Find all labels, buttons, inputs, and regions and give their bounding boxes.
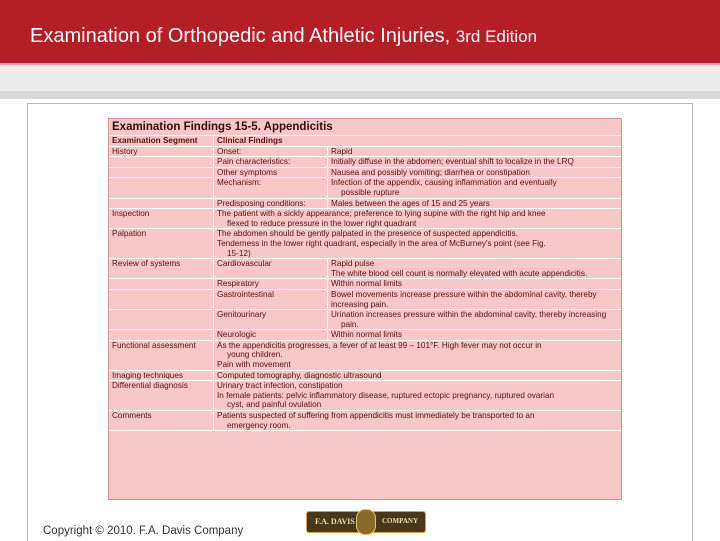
row-value: Bowel movements increase pressure within the abdominal cavity, thereby increasing pain. xyxy=(328,289,622,309)
row-value: Within normal limits xyxy=(328,279,622,290)
logo-left-text: F.A. DAVIS xyxy=(315,517,355,526)
row-value: As the appendicitis progresses, a fever of at least 99 – 101°F. High fever may not occur in young children. Pain with movement xyxy=(214,340,622,370)
header-segment: Examination Segment xyxy=(109,136,214,146)
row-value: Patients suspected of suffering from appendicitis must immediately be transported to an emergency room. xyxy=(214,411,622,431)
table-row xyxy=(109,157,621,168)
copyright-text: Copyright © 2010. F.A. Davis Company xyxy=(43,525,244,537)
table-header-row xyxy=(109,136,621,146)
table-title: Examination Findings 15-5. Appendicitis xyxy=(109,119,621,136)
table-row xyxy=(109,229,621,259)
header-findings: Clinical Findings xyxy=(214,136,622,146)
findings-grid xyxy=(109,136,621,431)
slide-title xyxy=(30,25,537,48)
row-label: Gastrointestinal xyxy=(214,289,328,309)
table-row xyxy=(109,279,621,290)
segment-history: History xyxy=(109,146,214,157)
row-value: Nausea and possibly vomiting; diarrhea or constipation xyxy=(328,167,622,178)
table-row xyxy=(109,381,621,411)
row-label: Predisposing conditions: xyxy=(214,198,328,209)
table-row xyxy=(109,330,621,341)
table-row xyxy=(109,146,621,157)
row-label: Respiratory xyxy=(214,279,328,290)
table-row xyxy=(109,340,621,370)
findings-table xyxy=(108,118,622,500)
row-label: Neurologic xyxy=(214,330,328,341)
table-row xyxy=(109,178,621,198)
table-row xyxy=(109,411,621,431)
subheader-band xyxy=(0,65,720,91)
emblem-icon xyxy=(356,509,376,535)
publisher-logo xyxy=(306,511,426,533)
segment-differential: Differential diagnosis xyxy=(109,381,214,411)
row-value: Computed tomography, diagnostic ultrasound xyxy=(214,370,622,381)
row-value: The patient with a sickly appearance; preference to lying supine with the right hip and knee flexed to reduce pressure in the lower right quadrant xyxy=(214,209,622,229)
row-value: Urinary tract infection, constipation In female patients: pelvic inflammatory disease, ruptured ectopic pregnancy, ruptured ovarian cyst, and painful ovulation xyxy=(214,381,622,411)
segment-functional: Functional assessment xyxy=(109,340,214,370)
logo-right-text: COMPANY xyxy=(381,517,418,525)
row-value: The abdomen should be gently palpated in the presence of suspected appendicitis. Tenderness in the lower right quadrant, especially in the area of McBurney's point (see Fig. 15-12) xyxy=(214,229,622,259)
segment-palpation: Palpation xyxy=(109,229,214,259)
subheader-band-shadow xyxy=(0,91,720,99)
title-bar xyxy=(0,0,720,65)
row-value: Rapid xyxy=(328,146,622,157)
row-label: Genitourinary xyxy=(214,310,328,330)
slide-title-main: Examination of Orthopedic and Athletic Injuries, xyxy=(30,25,451,47)
table-row xyxy=(109,370,621,381)
table-row xyxy=(109,167,621,178)
row-label: Other symptoms xyxy=(214,167,328,178)
segment-inspection: Inspection xyxy=(109,209,214,229)
segment-review: Review of systems xyxy=(109,259,214,279)
row-value: Initially diffuse in the abdomen; eventual shift to localize in the LRQ xyxy=(328,157,622,168)
table-row xyxy=(109,310,621,330)
row-value: Infection of the appendix, causing inflammation and eventually possible rupture xyxy=(328,178,622,198)
segment-imaging: Imaging techniques xyxy=(109,370,214,381)
table-row xyxy=(109,209,621,229)
table-row xyxy=(109,289,621,309)
row-label: Pain characteristics: xyxy=(214,157,328,168)
row-value: Rapid pulse The white blood cell count is normally elevated with acute appendicitis. xyxy=(328,259,622,279)
table-row xyxy=(109,259,621,279)
row-label: Mechanism: xyxy=(214,178,328,198)
row-label: Onset: xyxy=(214,146,328,157)
row-value: Males between the ages of 15 and 25 years xyxy=(328,198,622,209)
row-label: Cardiovascular xyxy=(214,259,328,279)
table-row xyxy=(109,198,621,209)
segment-comments: Comments xyxy=(109,411,214,431)
row-value: Urination increases pressure within the abdominal cavity, thereby increasing pain. xyxy=(328,310,622,330)
row-value: Within normal limits xyxy=(328,330,622,341)
slide-title-edition: 3rd Edition xyxy=(455,27,538,46)
